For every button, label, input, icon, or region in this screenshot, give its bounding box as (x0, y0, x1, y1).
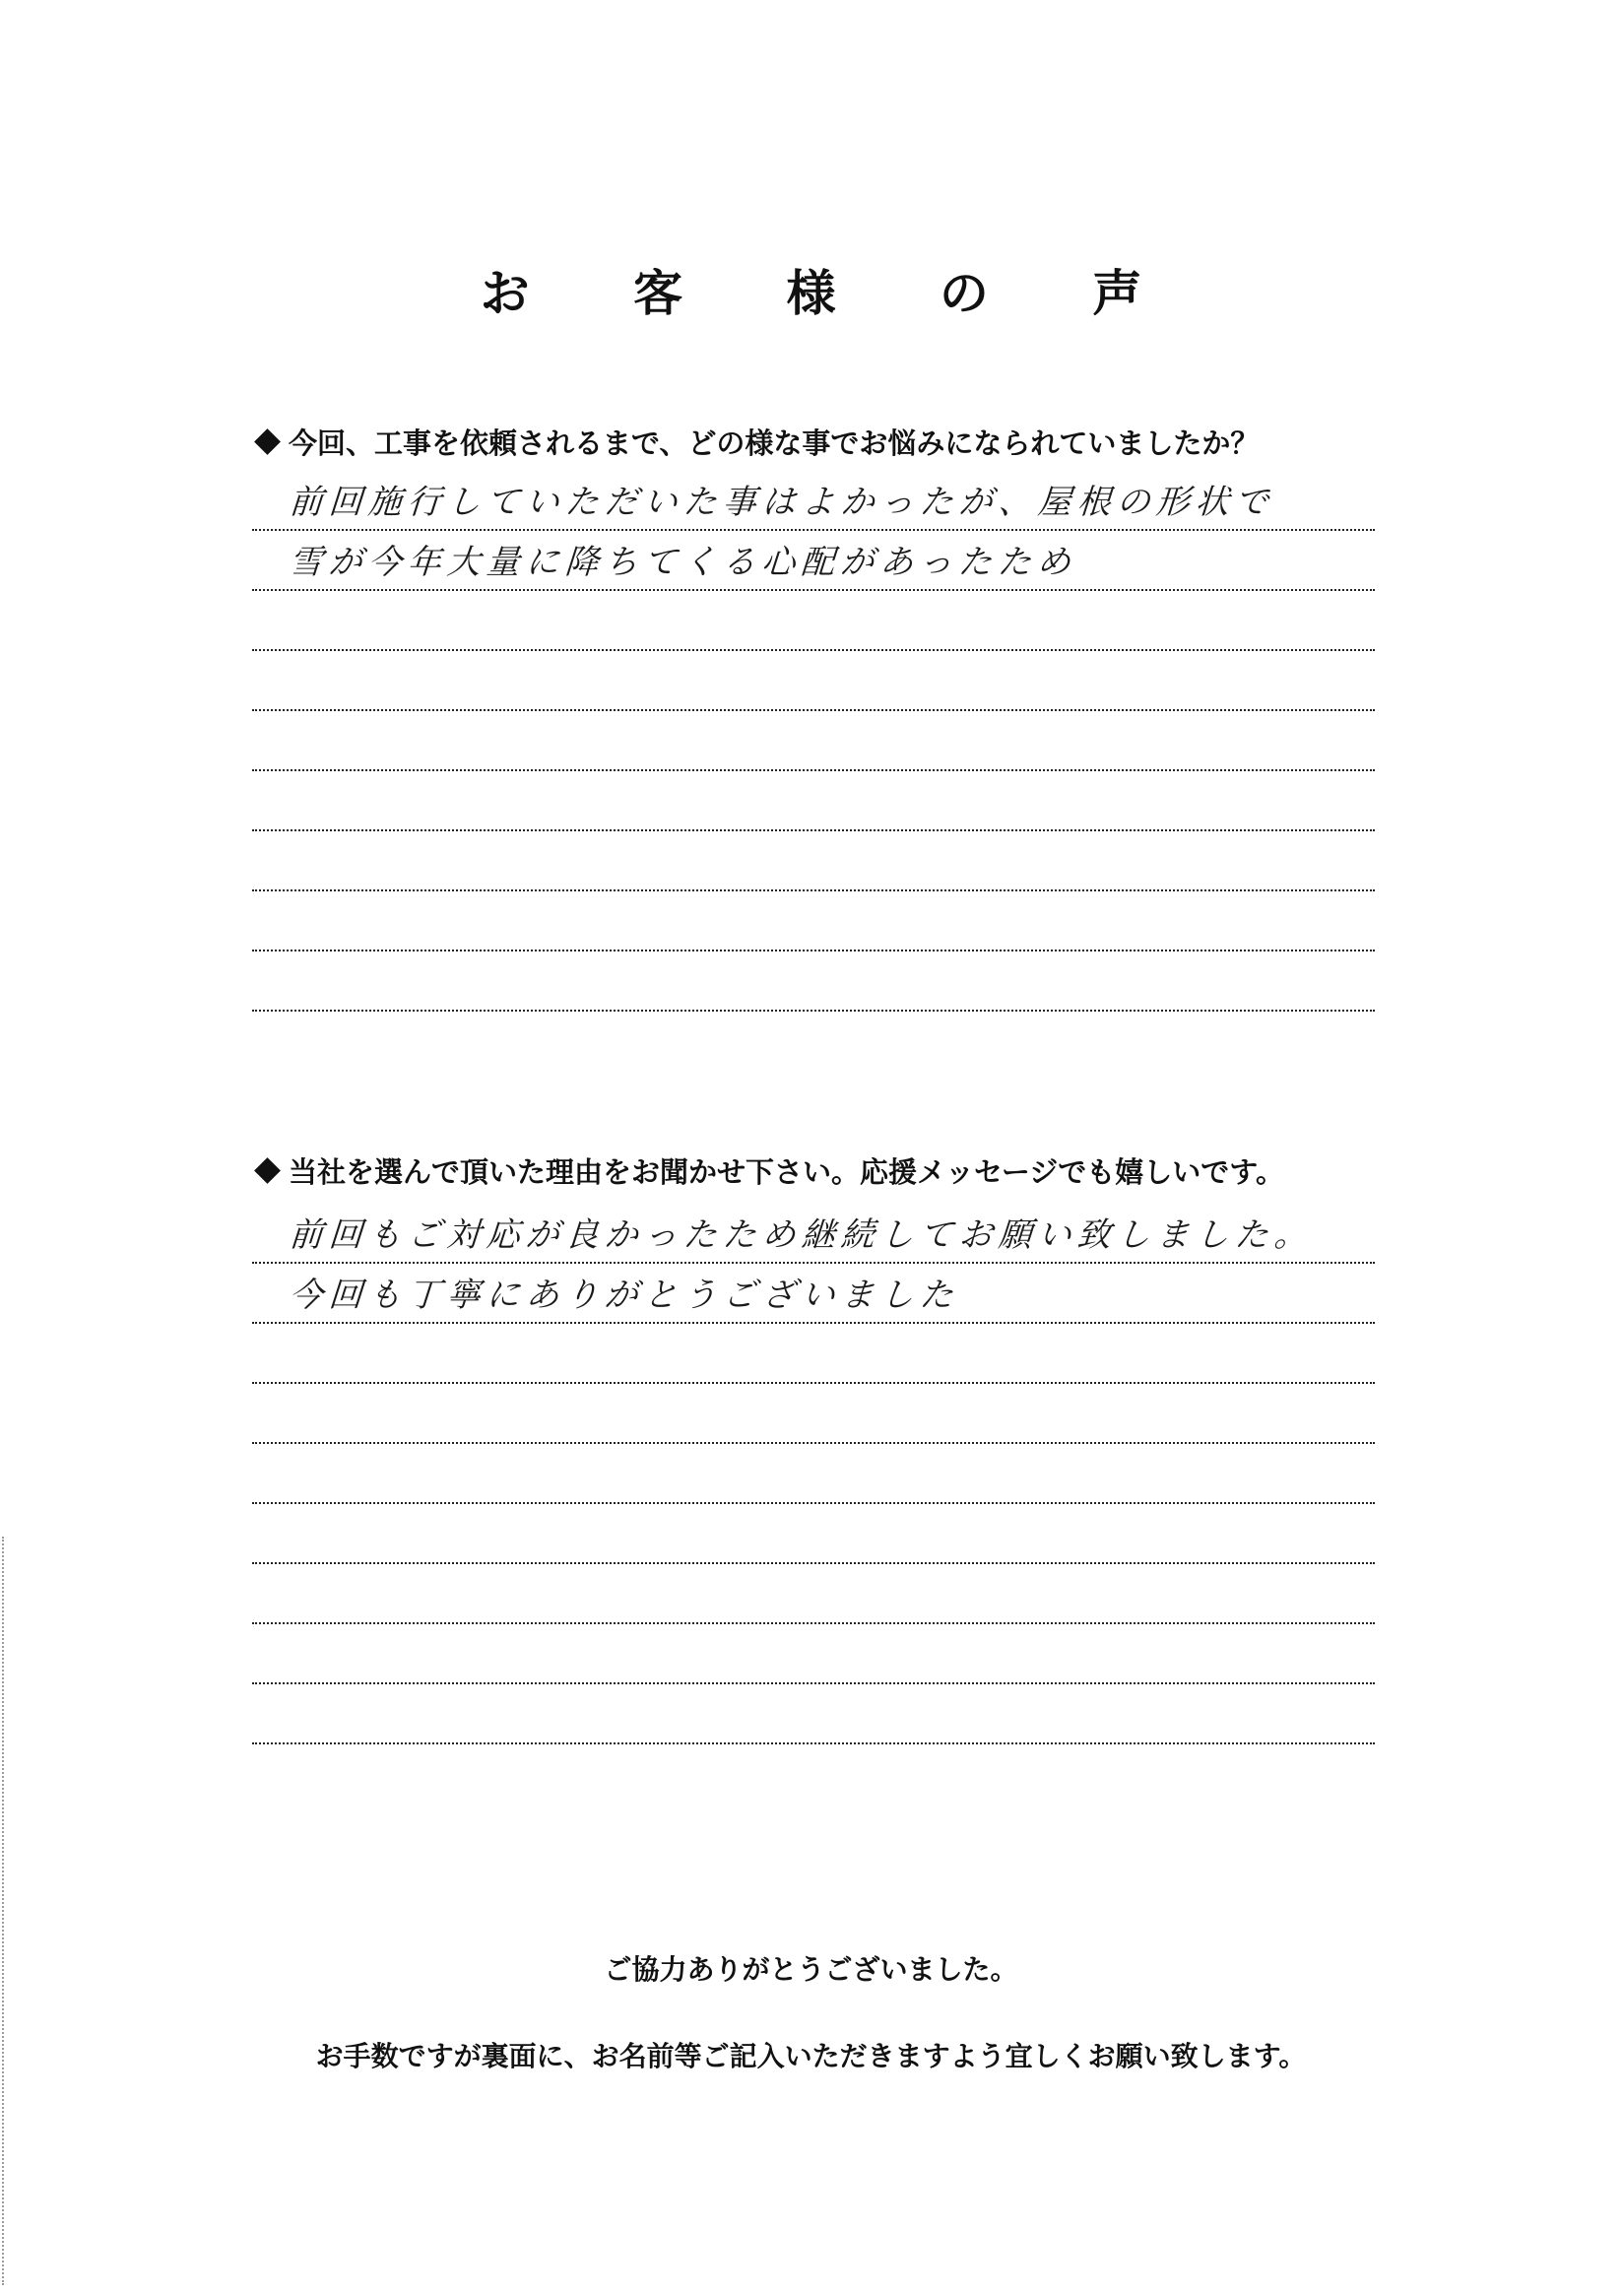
answer-line (252, 1684, 1375, 1744)
answer-line (252, 951, 1375, 1012)
handwritten-answer: 前回施行していただいた事はよかったが、屋根の形状で (288, 483, 1276, 522)
answer-2-lines (252, 1204, 1375, 1744)
answer-line (252, 471, 1375, 531)
answer-line (252, 711, 1375, 771)
question-1-text: 今回、工事を依頼されるまで、どの様な事でお悩みになられていましたか？ (289, 426, 1260, 460)
handwritten-answer: 前回もご対応が良かったため継続してお願い致しました。 (288, 1215, 1316, 1255)
answer-line (252, 1444, 1375, 1504)
answer-line (252, 1264, 1375, 1324)
question-2 (254, 1150, 1284, 1191)
answer-line (252, 1564, 1375, 1624)
answer-line (252, 1204, 1375, 1264)
handwritten-answer: 雪が今年大量に降ちてくる心配があったため (288, 543, 1078, 582)
answer-line (252, 891, 1375, 951)
thanks-message: ご協力ありがとうございました。 (604, 1953, 1018, 1986)
answer-line (252, 1384, 1375, 1444)
diamond-bullet-icon (254, 428, 281, 455)
answer-line (252, 651, 1375, 711)
answer-line (252, 591, 1375, 651)
answer-line (252, 531, 1375, 591)
back-side-note: お手数ですが裏面に、お名前等ご記入いただきますよう宜しくお願い致します。 (315, 2040, 1307, 2072)
answer-1-lines (252, 471, 1375, 1012)
answer-line (252, 831, 1375, 891)
answer-line (252, 1624, 1375, 1684)
scan-edge-mark (2, 1537, 6, 2285)
answer-line (252, 771, 1375, 831)
answer-line (252, 1504, 1375, 1564)
question-2-text: 当社を選んで頂いた理由をお聞かせ下さい。応援メッセージでも嬉しいです。 (289, 1155, 1284, 1189)
handwritten-answer: 今回も丁寧にありがとうございました (288, 1276, 961, 1315)
diamond-bullet-icon (254, 1157, 281, 1184)
page-title: お 客 様 の 声 (480, 265, 1186, 322)
question-1 (254, 422, 1259, 462)
answer-line (252, 1324, 1375, 1384)
